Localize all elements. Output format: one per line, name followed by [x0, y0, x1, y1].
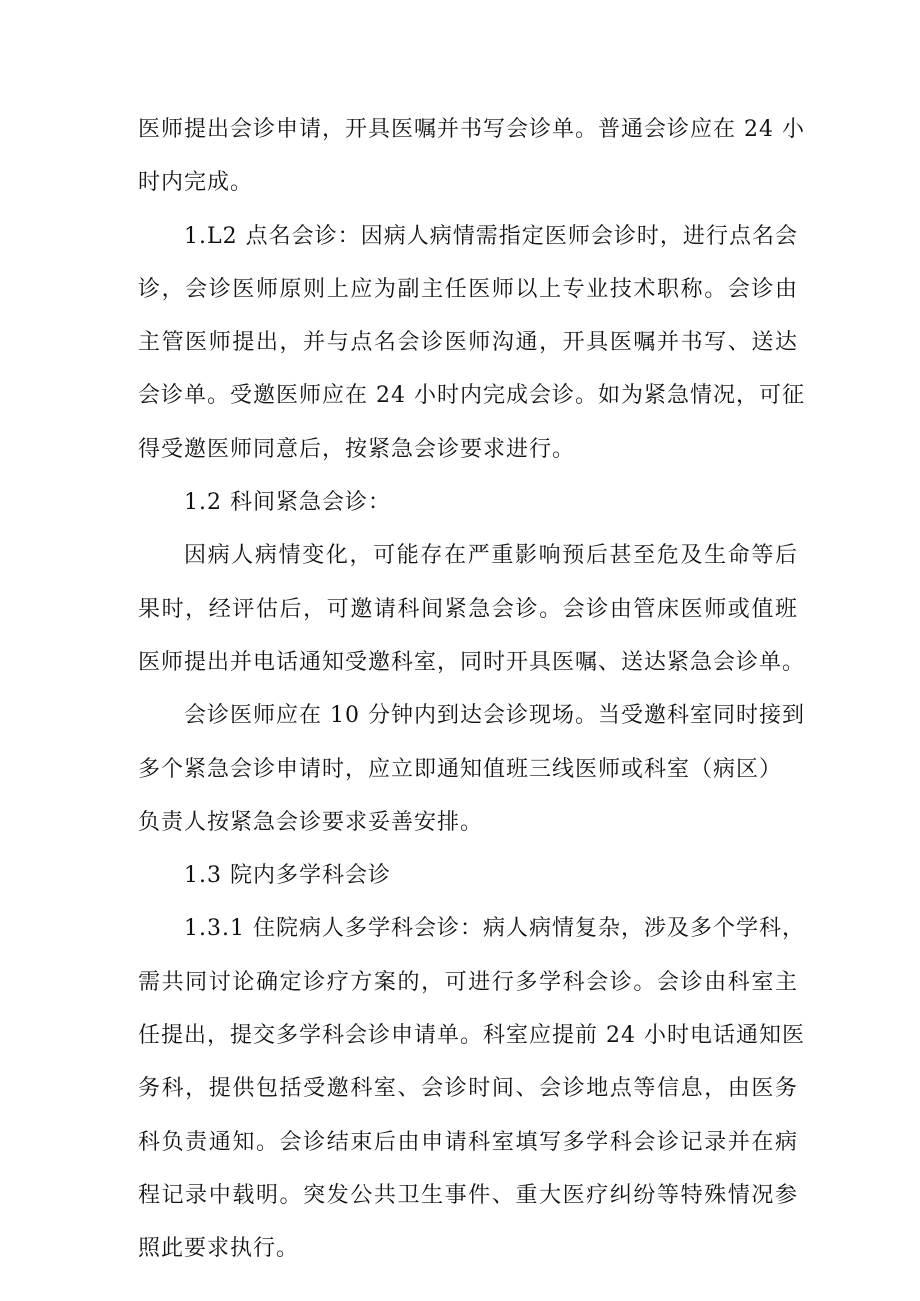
text-line: 时内完成。: [138, 170, 254, 196]
text-line: 会诊单。受邀医师应在 24 小时内完成会诊。如为紧急情况，可征: [138, 383, 805, 409]
text-line: 主管医师提出，并与点名会诊医师沟通，开具医嘱并书写、送达: [138, 330, 798, 356]
text-line: 任提出，提交多学科会诊申请单。科室应提前 24 小时电话通知医: [138, 1023, 805, 1049]
section-heading: 1.2 科间紧急会诊：: [184, 490, 391, 516]
text-line: 科负责通知。会诊结束后由申请科室填写多学科会诊记录并在病: [138, 1129, 798, 1155]
section-heading: 1.3 院内多学科会诊: [184, 863, 391, 889]
text-line: 诊，会诊医师原则上应为副主任医师以上专业技术职称。会诊由: [138, 276, 798, 302]
text-line: 程记录中载明。突发公共卫生事件、重大医疗纠纷等特殊情况参: [138, 1182, 798, 1208]
document-body: [138, 103, 806, 1276]
text-line: 照此要求执行。: [138, 1236, 300, 1262]
text-line: 务科，提供包括受邀科室、会诊时间、会诊地点等信息，由医务: [138, 1076, 798, 1102]
text-line: 多个紧急会诊申请时，应立即通知值班三线医师或科室（病区）: [138, 756, 783, 782]
text-line: 医师提出并电话通知受邀科室，同时开具医嘱、送达紧急会诊单。: [138, 649, 806, 675]
section-heading-line: 1.3.1 住院病人多学科会诊：病人病情复杂，涉及多个学科，: [184, 916, 805, 942]
text-line: 医师提出会诊申请，开具医嘱并书写会诊单。普通会诊应在 24 小: [138, 117, 805, 142]
text-line: 果时，经评估后，可邀请科间紧急会诊。会诊由管床医师或值班: [138, 596, 798, 622]
text-line: 因病人病情变化，可能存在严重影响预后甚至危及生命等后: [184, 543, 798, 569]
text-line: 需共同讨论确定诊疗方案的，可进行多学科会诊。会诊由科室主: [138, 969, 798, 995]
text-line: 负责人按紧急会诊要求妥善安排。: [138, 809, 484, 835]
text-line: 得受邀医师同意后，按紧急会诊要求进行。: [138, 436, 576, 462]
text-line: 会诊医师应在 10 分钟内到达会诊现场。当受邀科室同时接到: [184, 703, 805, 729]
section-heading-line: 1.L2 点名会诊：因病人病情需指定医师会诊时，进行点名会: [184, 223, 798, 249]
